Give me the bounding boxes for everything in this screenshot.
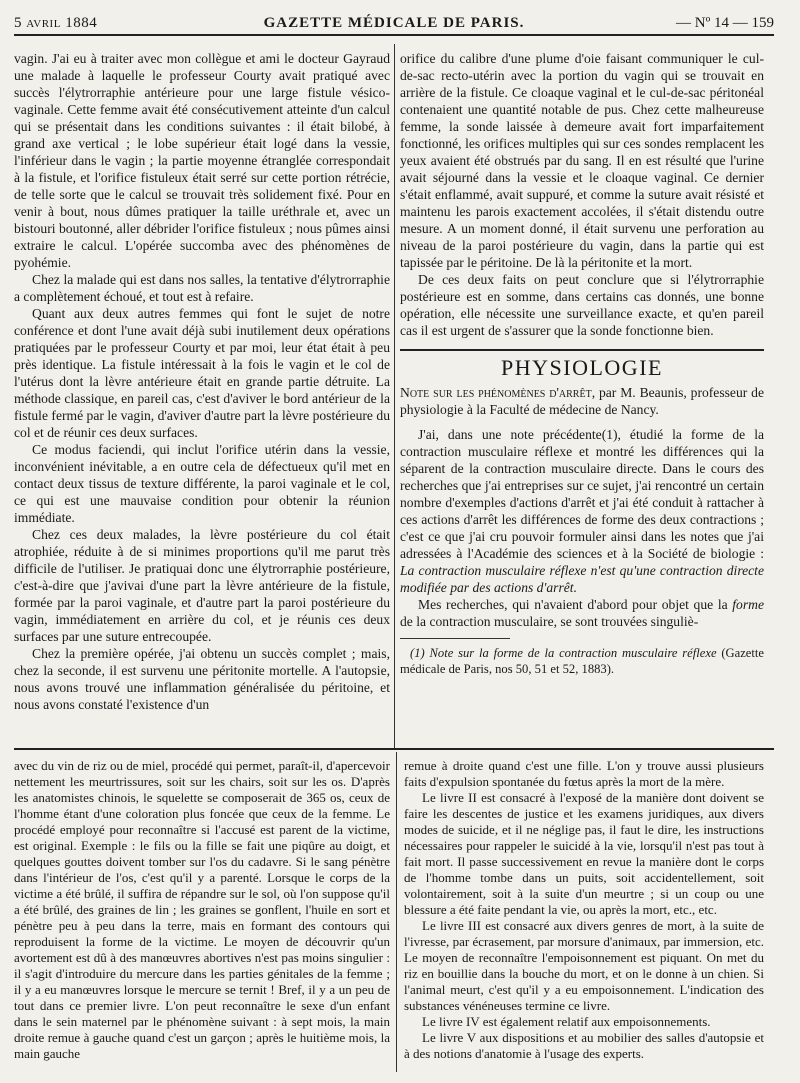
issue-page-number: — Nº 14 — 159 [676,15,774,31]
paragraph: Quant aux deux autres femmes qui font le sujet de notre conférence et dont l'une avait déjà subi inutilement deux opérations pratiquées par le professeur Courty et par moi, leur état était à peu près identique. La fistule intéressait à la fois le vagin et le col de l'utérus dont la lèvre antérieure était en grande partie détruite. La méthode classique, en pareil cas, c'est d'aviver le bord antérieur de la fistule fermé par le vagin, d'aviver d'autre part la lèvre postérieure du col et de réunir ces deux surfaces. [14,306,390,440]
horizontal-divider [14,748,774,750]
right-column [400,50,764,740]
column-divider-bottom [396,752,397,1072]
italic-word: forme [732,597,764,612]
footnote-title: (1) Note sur la forme de la contraction musculaire réflexe [410,646,717,660]
paragraph: Chez ces deux malades, la lèvre postérieure du col était atrophiée, réduite à de si minimes proportions qu'il me parut très difficile de l'utiliser. Je pratiquai donc une élytrorraphie postérieure, c'est-à-dire que j'avivai d'une part la lèvre antérieure de la fistule, formée par la paroi vaginale, et d'autre part la paroi postérieure du vagin, immédiatement en arrière du col, et je réunis ces deux surfaces par une suture entrecoupée. [14,527,390,644]
left-column [14,50,390,740]
paragraph: Chez la malade qui est dans nos salles, la tentative d'élytrorraphie a complètement échoué, et tout est à refaire. [14,272,390,304]
paragraph: Ce modus faciendi, qui inclut l'orifice utérin dans la vessie, inconvénient inévitable, a en outre cela de défectueux qu'il met en contact deux tissus de texture différente, la paroi vaginale et le col, ce qui est une mauvaise condition pour obtenir la réunion immédiate. [14,442,390,525]
article-byline: par M. Beaunis, professeur de physiologie à la Faculté de médecine de Nancy. [400,385,764,417]
italic-quote: La contraction musculaire réflexe n'est qu'une contraction directe modifiée par des actions d'arrêt. [400,563,764,595]
column-divider-top [394,44,395,750]
bottom-left-column [14,758,390,1076]
bottom-right-column [404,758,764,1076]
paragraph-text: de la contraction musculaire, se sont trouvées singuliè- [400,614,699,629]
paragraph [400,596,764,630]
paragraph: Le livre V aux dispositions et au mobilier des salles d'autopsie et à des notions d'anatomie à l'usage des experts. [404,1030,764,1061]
footnote-rule [400,638,510,639]
section-title: PHYSIOLOGIE [501,355,663,380]
footnote-source: (Gazette médicale de Paris, nos 50, 51 et 52, 1883). [400,646,764,676]
article-title: Note sur les phénomènes d'arrêt, [400,385,596,400]
article-heading [400,384,764,418]
paragraph-text: Mes recherches, qui n'avaient d'abord pour objet que la [418,597,733,612]
paragraph: orifice du calibre d'une plume d'oie faisant communiquer le cul-de-sac recto-utérin avec la portion du vagin qui se trouvait en arrière de la fistule. Ce cloaque vaginal et le cul-de-sac péritonéal contenaient une quantité notable de pus. Chez cette malheureuse femme, la sonde laissée à demeure avait fort imparfaitement fonctionné, les orifices multiples qui sur ces sondes remplacent les yeux avaient été obstrués par du sang. Il en est résulté que l'urine avait séjourné dans la vessie et le cloaque vaginal. Ce dernier s'était enflammé, avait suppuré, et comme la suture avait résisté et maintenu les parois exactement accolées, il s'était distendu outre mesure. A un moment donné, il était survenu une perforation au niveau de la paroi postérieure du vagin, dans la partie qui est tapissée par le péritoine. De là la péritonite et la mort. [400,51,764,270]
paragraph: vagin. J'ai eu à traiter avec mon collègue et ami le docteur Gayraud une malade à laquelle le professeur Courty avait pratiqué avec succès l'élytrorraphie antérieure pour une large fistule vésico-vaginale. Cette femme avait été consécutivement atteinte d'un calcul qui se présentait dans les conditions suivantes : il était bilobé, à grand axe vertical ; le lobe supérieur était logé dans la vessie, l'inférieur dans le vagin ; la partie moyenne étranglée correspondait à la fistule, et l'orifice fistuleux était serré sur cette portion rétrécie, de telle sorte que le calcul se trouvait très solidement fixé. Pour en venir à bout, nous dûmes pratiquer la taille uréthrale et, avec un bistouri boutonné, aller débrider l'orifice fistuleux ; nous pûmes ainsi extraire le calcul. L'opérée succomba avec des phénomènes de pyohémie. [14,51,390,270]
page-header [14,12,774,36]
paragraph: Le livre II est consacré à l'exposé de la manière dont doivent se faire les descentes de justice et les examens juridiques, aux divers modes de suicide, et il ne néglige pas, il faut le dire, les instructions nécessaires pour rappeler le suicidé à la vie, lorsqu'il n'est pas tout à fait mort. Il passe successivement en revue la manière dont le corps de l'homme tombe dans un puits, soit accidentellement, soit volontairement, soit à la suite d'un meurtre ; si un coup ou une blessure a été faite pendant la vie, ou après la mort, etc., etc. [404,790,764,917]
paragraph: avec du vin de riz ou de miel, procédé qui permet, paraît-il, d'apercevoir nettement les meurtrissures, soit sur les chairs, soit sur les os. D'après les anatomistes chinois, le squelette se composerait de 365 os, ceux de l'homme étant d'une coloration plus foncée que ceux de la femme. Le procédé employé pour reconnaître si l'accusé est parent de la victime, est original. Exemple : le fils ou la fille se fait une piqûre au doigt, et quelques gouttes doivent tomber sur l'os du cadavre. Si le sang pénètre dans l'intérieur de l'os, c'est qu'il y a parenté. Lorsque le corps de la victime a été brûlé, il suffira de répandre sur le sol, où l'on suppose qu'il a été brûlé, des graines de lin ; les graines se gonflent, l'huile en sort et pénètre peu à peu dans la terre, mais en formant des contours qui reproduisent la forme de la victime. Le moyen de découvrir qu'un avortement est dû à des manœuvres abortives n'est pas moins singulier : il s'agit d'introduire du mercure dans les parties génitales de la femme ; il y a eu manœuvres lorsque le mercure se ternit ! Bref, il y a un peu de tout dans ce premier livre. L'on peut reconnaître le sexe d'un enfant dans le sein maternel par le phénomène suivant : à sept mois, la main droite remue à gauche quand c'est un garçon ; après le huitième mois, la main gauche [14,758,390,1061]
paragraph: Le livre IV est également relatif aux empoisonnements. [422,1014,711,1029]
paragraph: remue à droite quand c'est une fille. L'on y trouve aussi plusieurs faits d'expulsion spontanée du fœtus après la mort de la mère. [404,758,764,789]
paragraph: Le livre III est consacré aux divers genres de mort, à la suite de l'ivresse, par écrasement, par morsure d'animaux, par immersion, etc. Le moyen de reconnaître l'empoisonnement est piquant. On met du riz en bouillie dans la bouche du mort, et on le donne à un chien. Si l'animal meurt, c'est qu'il y a eu empoisonnement. L'indication des substances vénéneuses termine ce livre. [404,918,764,1013]
paragraph-text: J'ai, dans une note précédente(1), étudié la forme de la contraction musculaire réflexe et montré les différences qui la séparent de la contraction musculaire directe. Dans le cours des recherches que j'ai entreprises sur ce sujet, j'ai rencontré un certain nombre d'exemples d'actions d'arrêt et j'ai été conduit à rattacher à ces actions d'arrêt les différences de forme des deux contractions ; c'est ce que j'ai cru pouvoir formuler ainsi dans les notes que j'ai adressées à l'Académie des sciences et à la Société de biologie : [400,427,764,561]
paragraph [400,426,764,596]
paragraph: De ces deux faits on peut conclure que si l'élytrorraphie postérieure est en somme, dans certains cas donnés, une bonne opération, elle nécessite une surveillance exacte, et qu'en pareil cas il est urgent de s'assurer que la sonde fonctionne bien. [400,272,764,338]
section-divider [400,349,764,351]
journal-title: GAZETTE MÉDICALE DE PARIS. [263,15,525,31]
paragraph: Chez la première opérée, j'ai obtenu un succès complet ; mais, chez la seconde, il est survenu une péritonite mortelle. A l'autopsie, nous avons trouvé une inflammation généralisée du péritoine, et nous avons constaté l'existence d'un [14,646,390,712]
issue-date: 5 avril 1884 [14,15,98,31]
footnote [400,645,764,677]
